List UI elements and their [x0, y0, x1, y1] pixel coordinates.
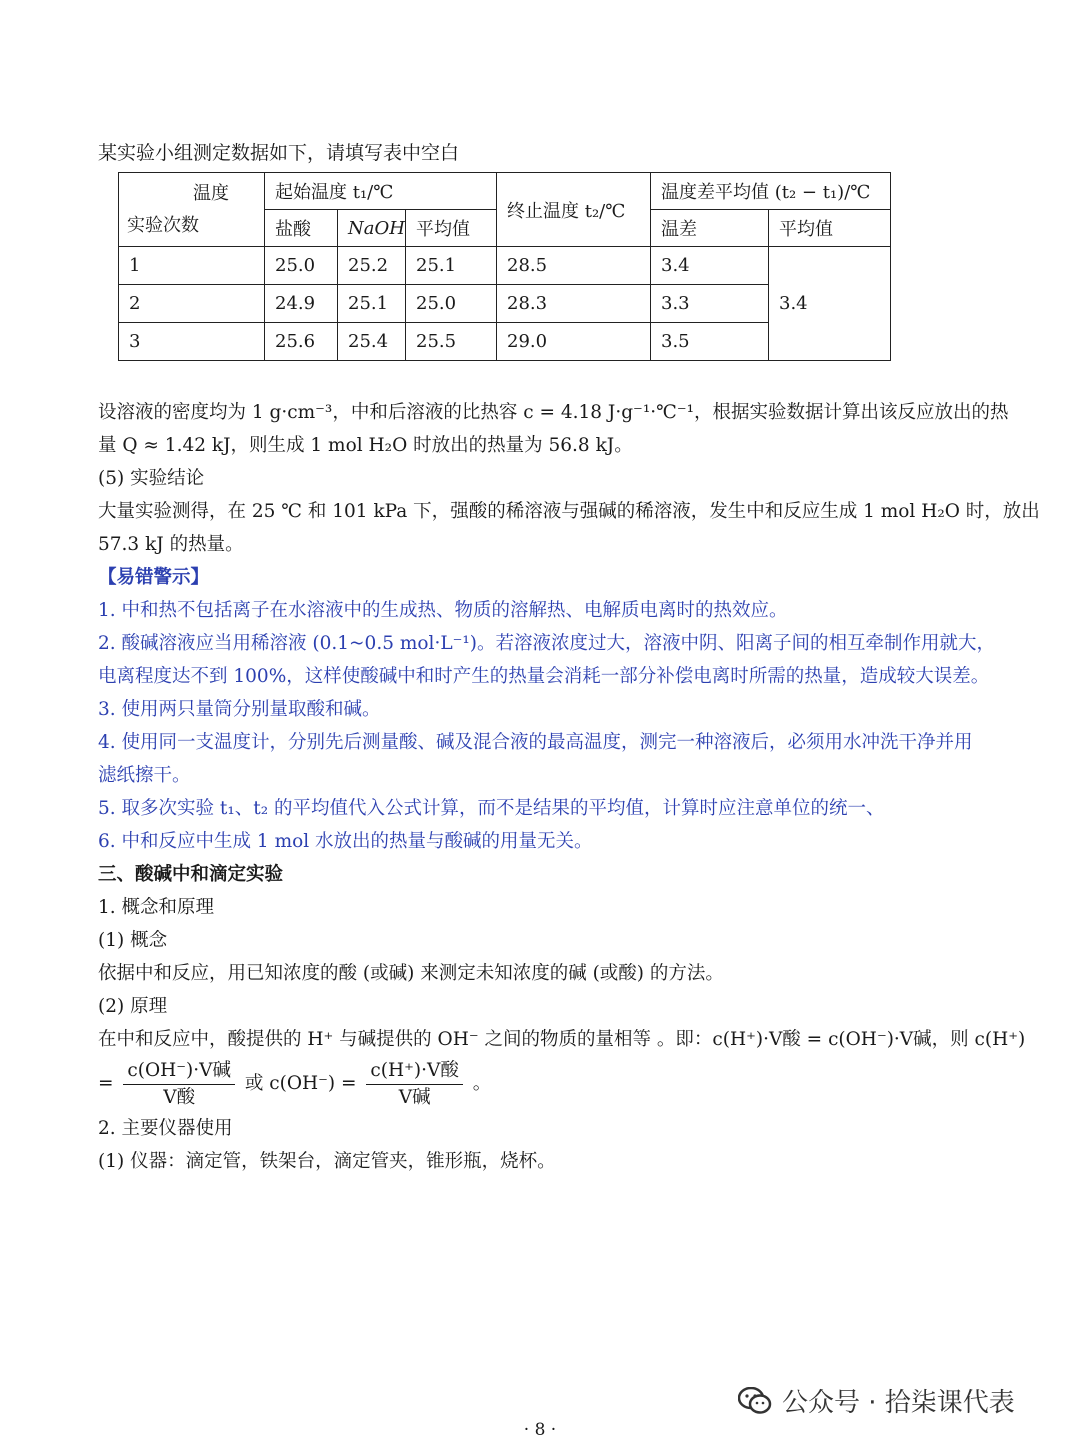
naoh-temp: 25.4 — [338, 323, 406, 361]
temp-diff: 3.3 — [651, 285, 769, 323]
end-temp: 28.5 — [497, 247, 651, 285]
page-number: · 8 · — [523, 1420, 557, 1440]
instruments-text: (1) 仪器：滴定管，铁架台，滴定管夹，锥形瓶，烧杯。 — [98, 1151, 556, 1172]
formula-or: 或 c(OH⁻) = — [244, 1073, 357, 1094]
trial-number: 2 — [119, 285, 265, 323]
avg-temp: 25.0 — [406, 285, 497, 323]
conclusion-heading: (5) 实验结论 — [98, 468, 205, 489]
naoh-temp: 25.2 — [338, 247, 406, 285]
experiment-data-table — [118, 172, 891, 361]
formula-equals: = — [98, 1073, 114, 1094]
warning-item: 6. 中和反应中生成 1 mol 水放出的热量与酸碱的用量无关。 — [98, 831, 593, 852]
naoh-temp: 25.1 — [338, 285, 406, 323]
fraction-2 — [366, 1058, 462, 1111]
fraction-1-numerator: c(OH⁻)·V碱 — [123, 1058, 235, 1085]
temp-diff: 3.5 — [651, 323, 769, 361]
trial-number: 3 — [119, 323, 265, 361]
hcl-temp: 25.0 — [265, 247, 338, 285]
warning-heading: 【易错警示】 — [98, 567, 210, 588]
calculation-paragraph — [98, 396, 1040, 1178]
diff-avg-header: 平均值 — [769, 210, 891, 247]
trial-number: 1 — [119, 247, 265, 285]
calc-line-1: 设溶液的密度均为 1 g·cm⁻³，中和后溶液的比热容 c = 4.18 J·g⁻¹·℃⁻¹，根据实验数据计算出该反应放出的热 — [98, 402, 1009, 423]
warning-item: 2. 酸碱溶液应当用稀溶液 (0.1~0.5 mol·L⁻¹)。若溶液浓度过大，溶液中阴、阳离子间的相互牵制作用就大， — [98, 633, 996, 654]
concept-text: 依据中和反应，用已知浓度的酸 (或碱) 来测定未知浓度的碱 (或酸) 的方法。 — [98, 963, 724, 984]
warning-item: 电离程度达不到 100%，这样使酸碱中和时产生的热量会消耗一部分补偿电离时所需的热量，造成较大误差。 — [98, 666, 990, 687]
subsection-heading: 1. 概念和原理 — [98, 897, 215, 918]
diff-sub-header: 温差 — [651, 210, 769, 247]
principle-text: 在中和反应中，酸提供的 H⁺ 与碱提供的 OH⁻ 之间的物质的量相等 。即：c(H⁺)·V酸 = c(OH⁻)·V碱，则 c(H⁺) — [98, 1029, 1026, 1050]
end-temp-header: 终止温度 t₂/℃ — [497, 173, 651, 247]
avg-temp: 25.5 — [406, 323, 497, 361]
subsection-heading: 2. 主要仪器使用 — [98, 1118, 233, 1139]
corner-temp-label: 温度 — [193, 182, 229, 204]
hcl-temp: 25.6 — [265, 323, 338, 361]
calc-line-2: 量 Q ≈ 1.42 kJ，则生成 1 mol H₂O 时放出的热量为 56.8 kJ。 — [98, 435, 633, 456]
corner-trial-label: 实验次数 — [127, 214, 199, 236]
avg-header: 平均值 — [406, 210, 497, 247]
watermark-text: 公众号 · 拾柒课代表 — [782, 1388, 1015, 1418]
warning-item: 3. 使用两只量筒分别量取酸和碱。 — [98, 699, 381, 720]
formula-end: 。 — [472, 1073, 492, 1094]
table-row — [119, 247, 891, 285]
principle-formula — [98, 1056, 1040, 1112]
conclusion-line-1: 大量实验测得，在 25 ℃ 和 101 kPa 下，强酸的稀溶液与强碱的稀溶液，发生中和反应生成 1 mol H₂O 时，放出 — [98, 501, 1040, 522]
wechat-watermark — [738, 1382, 1015, 1419]
fraction-2-numerator: c(H⁺)·V酸 — [366, 1058, 462, 1085]
start-temp-header: 起始温度 t₁/℃ — [265, 173, 497, 210]
warning-item: 5. 取多次实验 t₁、t₂ 的平均值代入公式计算，而不是结果的平均值，计算时应注意单位的统一、 — [98, 798, 885, 819]
section-3-heading: 三、酸碱中和滴定实验 — [98, 864, 284, 885]
fraction-2-denominator: V碱 — [398, 1086, 431, 1108]
hcl-header: 盐酸 — [265, 210, 338, 247]
hcl-temp: 24.9 — [265, 285, 338, 323]
end-temp: 28.3 — [497, 285, 651, 323]
table-corner-cell — [119, 173, 265, 247]
diff-header: 温度差平均值 (t₂ − t₁)/℃ — [651, 173, 891, 210]
diff-average-value: 3.4 — [769, 247, 891, 361]
wechat-icon — [738, 1387, 772, 1415]
warning-item: 滤纸擦干。 — [98, 765, 191, 786]
temp-diff: 3.4 — [651, 247, 769, 285]
subsection-heading: (1) 概念 — [98, 930, 168, 951]
end-temp: 29.0 — [497, 323, 651, 361]
fraction-1-denominator: V酸 — [163, 1086, 196, 1108]
fraction-1 — [123, 1058, 235, 1111]
warning-item: 4. 使用同一支温度计，分别先后测量酸、碱及混合液的最高温度，测完一种溶液后，必须用水冲洗干净并用 — [98, 732, 973, 753]
conclusion-line-2: 57.3 kJ 的热量。 — [98, 534, 244, 555]
naoh-header: NaOH — [338, 210, 406, 247]
table-intro: 某实验小组测定数据如下，请填写表中空白 — [98, 142, 460, 164]
avg-temp: 25.1 — [406, 247, 497, 285]
subsection-heading: (2) 原理 — [98, 996, 168, 1017]
warning-item: 1. 中和热不包括离子在水溶液中的生成热、物质的溶解热、电解质电离时的热效应。 — [98, 600, 788, 621]
